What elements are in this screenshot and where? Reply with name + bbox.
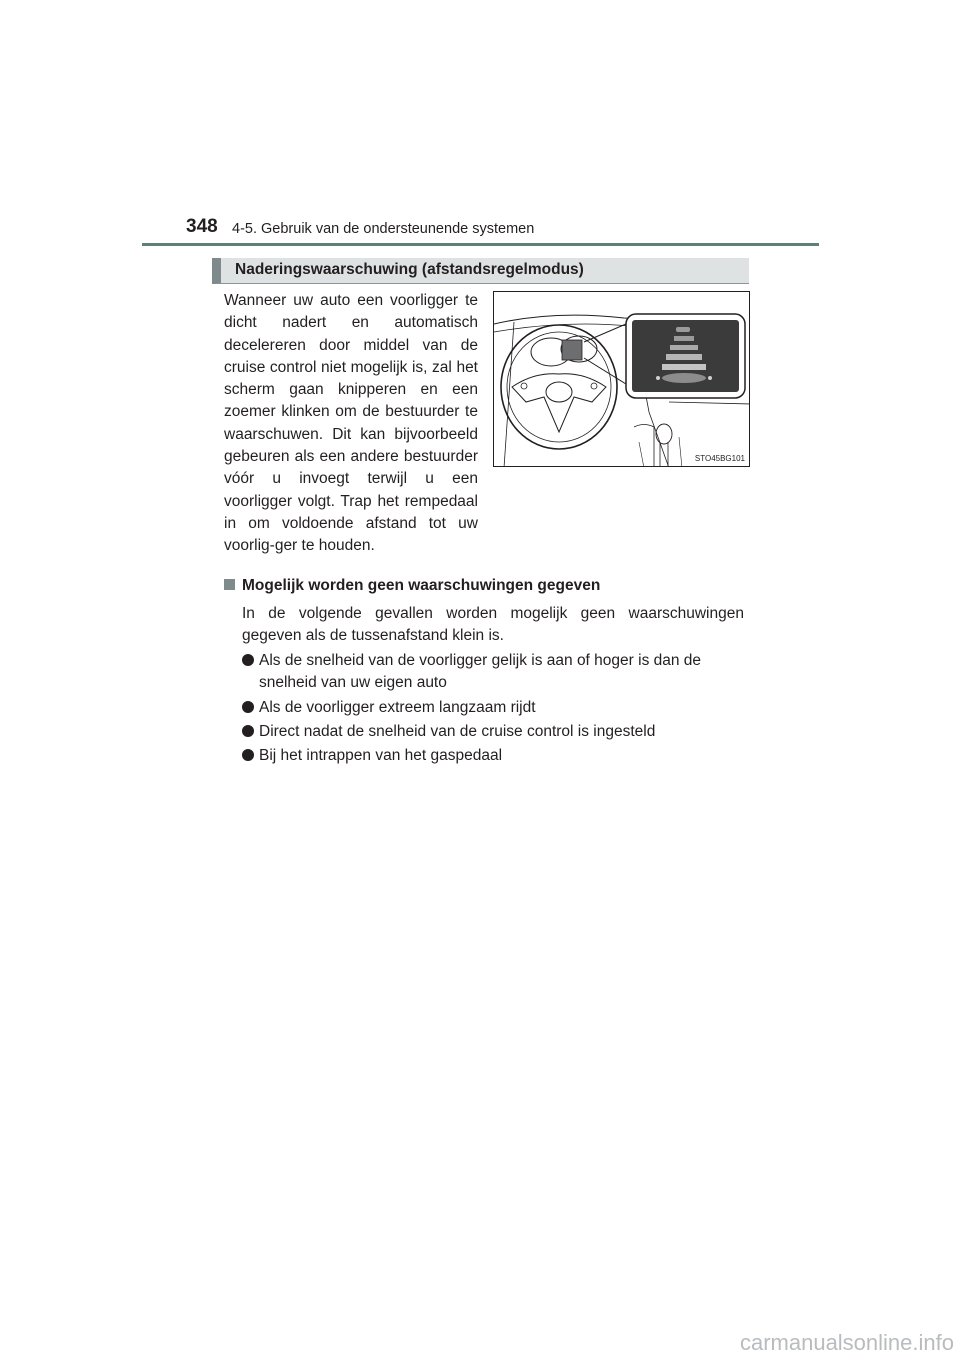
bullet-dot-icon: [242, 701, 254, 713]
section-title-bar: [212, 258, 749, 284]
list-item-text: Als de snelheid van de voorligger gelijk is aan of hoger is dan de snelheid van uw eigen auto: [259, 652, 702, 692]
subsection-heading: [224, 577, 600, 595]
bullet-dot-icon: [242, 654, 254, 666]
list-item-text: Direct nadat de snelheid van de cruise control is ingesteld: [259, 722, 656, 740]
list-item: [242, 650, 744, 695]
list-item: [242, 721, 744, 743]
bullet-dot-icon: [242, 749, 254, 761]
section-title: Naderingswaarschuwing (afstandsregelmodus): [235, 261, 584, 278]
list-item: [242, 697, 744, 719]
list-item-text: Bij het intrappen van het gaspedaal: [259, 747, 503, 765]
figure-code: STO45BG101: [694, 454, 745, 463]
section-breadcrumb: 4-5. Gebruik van de ondersteunende systemen: [232, 221, 535, 237]
subsection-title: Mogelijk worden geen waarschuwingen gegeven: [242, 577, 601, 594]
header-divider: [142, 243, 819, 246]
list-item: [242, 745, 744, 767]
page-number: 348: [186, 216, 218, 237]
square-bullet-icon: [224, 579, 235, 590]
list-item-text: Als de voorligger extreem langzaam rijdt: [259, 698, 536, 716]
dashboard-illustration: [493, 291, 750, 467]
intro-paragraph: Wanneer uw auto een voorligger te dicht nadert en automatisch decelereren door middel van de cruise control niet mogelijk is, zal het scherm gaan knipperen en een zoemer klinken om de bestuurder te waarschuwen. Dit kan bijvoorbeeld gebeuren als een andere bestuurder vóór u invoegt terwijl u een voorligger volgt. Trap het rempedaal in om voldoende afstand tot uw voorlig-ger te houden.: [224, 292, 478, 555]
bullet-list: [242, 650, 744, 769]
watermark[interactable]: carmanualsonline.info: [739, 1330, 954, 1355]
steering-wheel-display-illustration: [494, 292, 750, 467]
subsection-paragraph: In de volgende gevallen worden mogelijk geen waarschuwingen gegeven als de tussenafstand klein is.: [242, 605, 744, 645]
bullet-dot-icon: [242, 725, 254, 737]
